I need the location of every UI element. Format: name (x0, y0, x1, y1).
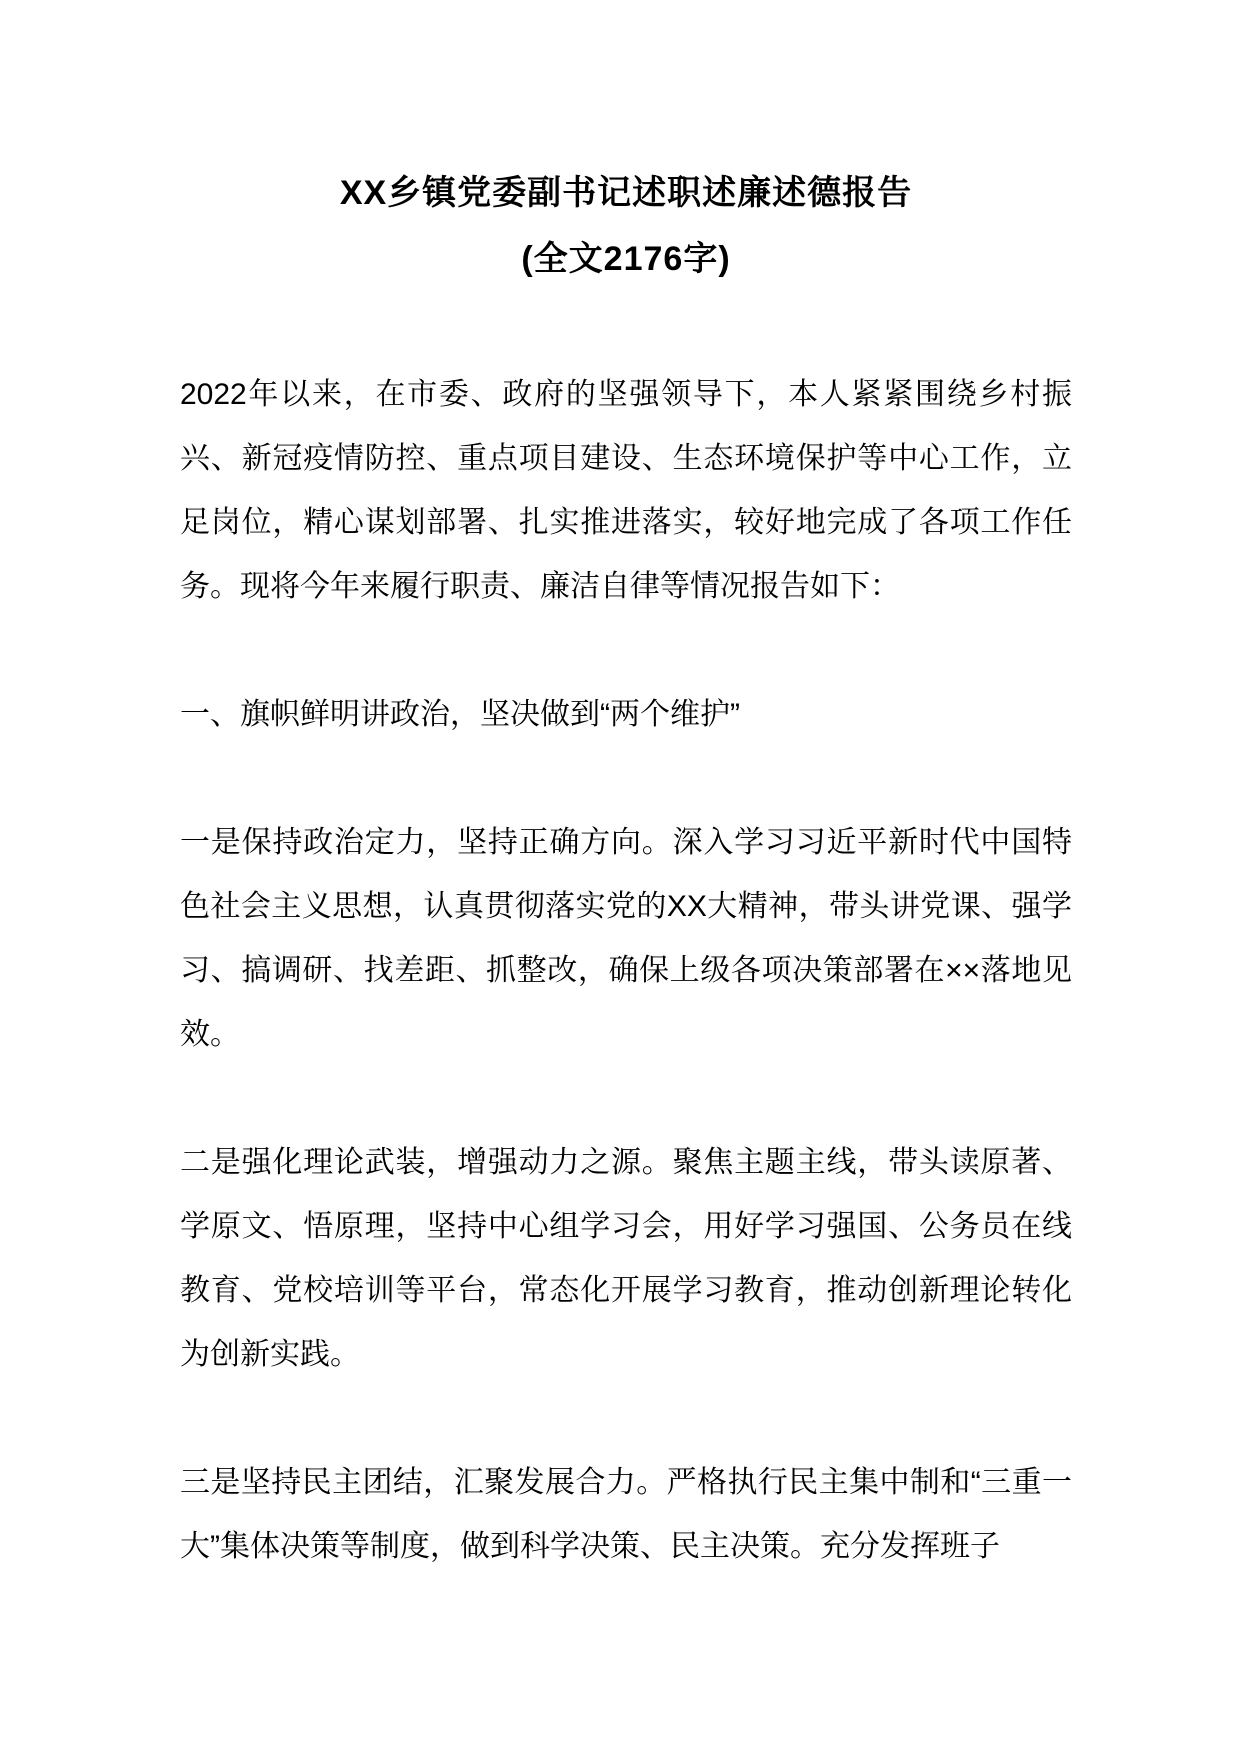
section-heading-1: 一、旗帜鲜明讲政治，坚决做到“两个维护” (180, 698, 740, 731)
paragraph-point-3-truncated: 三是坚持民主团结，汇聚发展合力。严格执行民主集中制和“三重一大”集体决策等制度，做到科学决策、民主决策。充分发挥班子 (180, 1466, 1072, 1563)
paragraph-point-1: 一是保持政治定力，坚持正确方向。深入学习习近平新时代中国特色社会主义思想，认真贯彻落实党的XX大精神，带头讲党课、强学习、搞调研、找差距、抓整改，确保上级各项决策部署在××落地见效。 (180, 826, 1072, 1051)
paragraph-point-2: 二是强化理论武装，增强动力之源。聚焦主题主线，带头读原著、学原文、悟原理，坚持中心组学习会，用好学习强国、公务员在线教育、党校培训等平台，常态化开展学习教育，推动创新理论转化为创新实践。 (180, 1146, 1072, 1371)
document-subtitle: (全文2176字) (521, 240, 731, 278)
document-title: XX乡镇党委副书记述职述廉述德报告 (339, 174, 913, 212)
paragraph-intro: 2022年以来，在市委、政府的坚强领导下，本人紧紧围绕乡村振兴、新冠疫情防控、重点项目建设、生态环境保护等中心工作，立足岗位，精心谋划部署、扎实推进落实，较好地完成了各项工作任务。现将今年来履行职责、廉洁自律等情况报告如下： (180, 378, 1072, 603)
